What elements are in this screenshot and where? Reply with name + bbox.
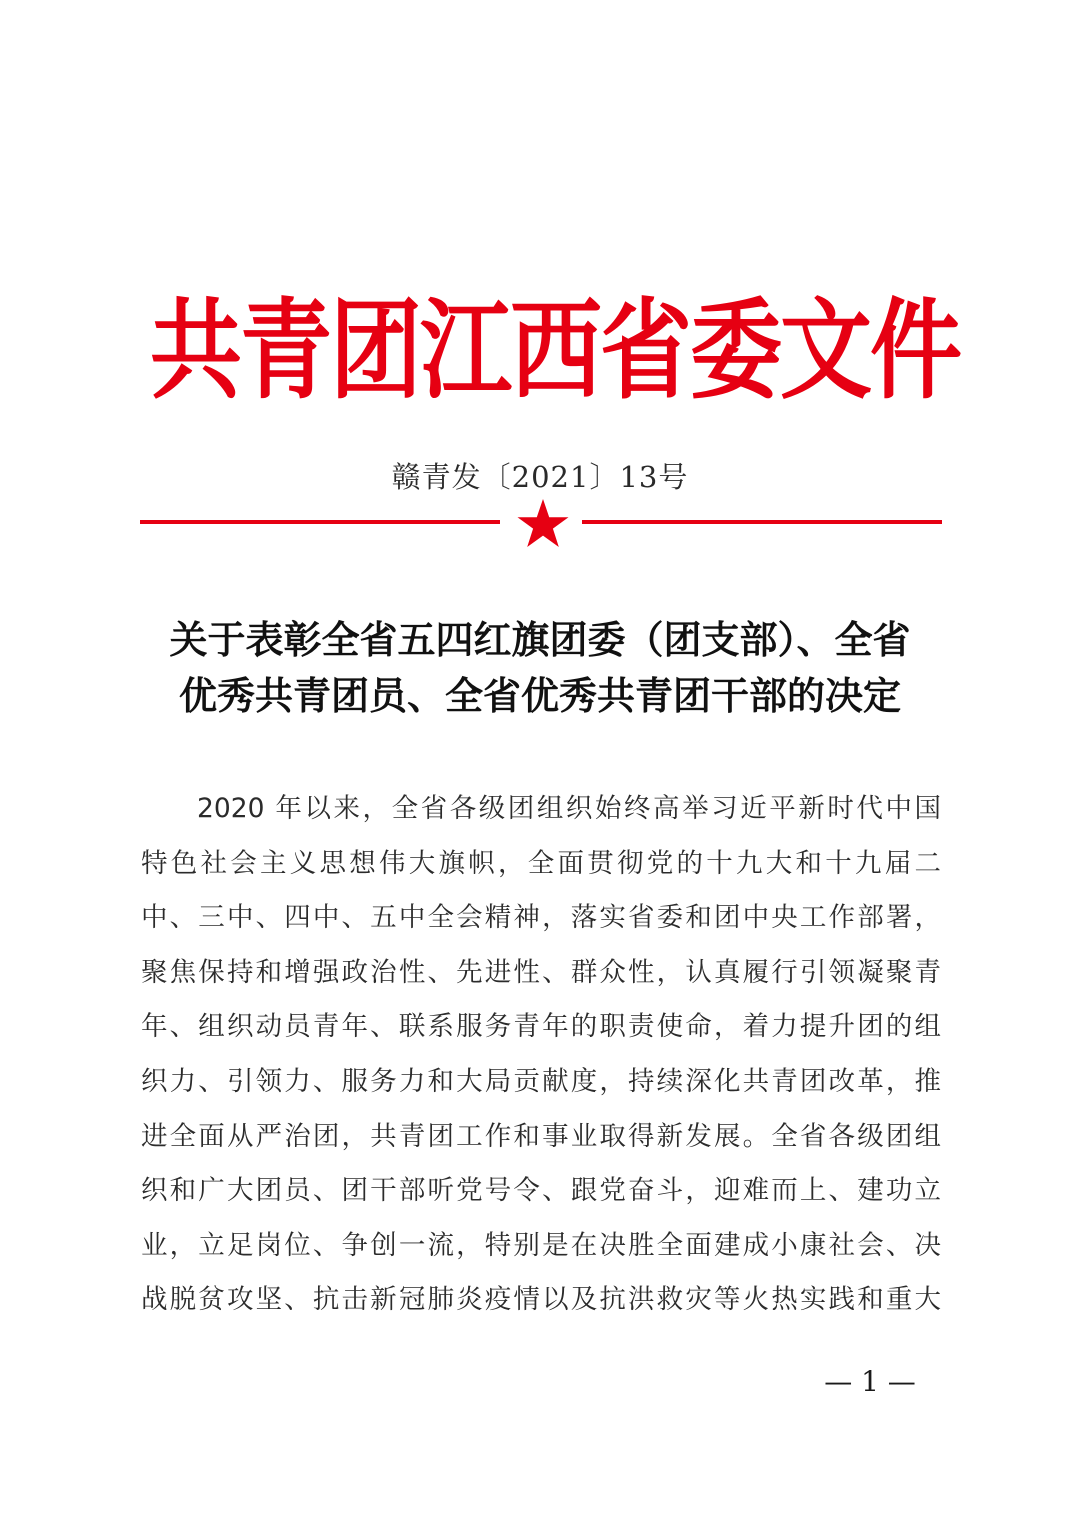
body-line: 织力、引领力、服务力和大局贡献度，持续深化共青团改革，推 xyxy=(141,1065,941,1097)
title-line-1: 关于表彰全省五四红旗团委（团支部）、全省 xyxy=(169,617,911,662)
body-line: 战脱贫攻坚、抗击新冠肺炎疫情以及抗洪救灾等火热实践和重大 xyxy=(141,1284,941,1316)
body-line: 进全面从严治团，共青团工作和事业取得新发展。全省各级团组 xyxy=(141,1120,941,1152)
star-icon xyxy=(516,498,570,550)
body-line: 2020 年以来，全省各级团组织始终高举习近平新时代中国 xyxy=(197,793,941,824)
body-paragraph xyxy=(141,782,941,1328)
red-divider-left xyxy=(140,520,500,524)
body-line: 聚焦保持和增强政治性、先进性、群众性，认真履行引领凝聚青 xyxy=(141,956,941,988)
body-line: 织和广大团员、团干部听党号令、跟党奋斗，迎难而上、建功立 xyxy=(141,1175,941,1207)
star-shape xyxy=(518,499,569,547)
body-line: 业，立足岗位、争创一流，特别是在决胜全面建成小康社会、决 xyxy=(141,1229,941,1261)
masthead-title: 共青团江西省委文件 xyxy=(150,286,961,414)
title-line-2: 优秀共青团员、全省优秀共青团干部的决定 xyxy=(178,673,901,718)
page-number: — 1 — xyxy=(824,1365,916,1398)
body-line: 中、三中、四中、五中全会精神，落实省委和团中央工作部署， xyxy=(141,902,941,934)
body-line: 年、组织动员青年、联系服务青年的职责使命，着力提升团的组 xyxy=(141,1011,941,1043)
document-number: 赣青发〔2021〕13号 xyxy=(391,460,689,494)
body-line: 特色社会主义思想伟大旗帜，全面贯彻党的十九大和十九届二 xyxy=(141,847,941,879)
red-divider-right xyxy=(582,520,942,524)
document-title xyxy=(130,612,950,724)
